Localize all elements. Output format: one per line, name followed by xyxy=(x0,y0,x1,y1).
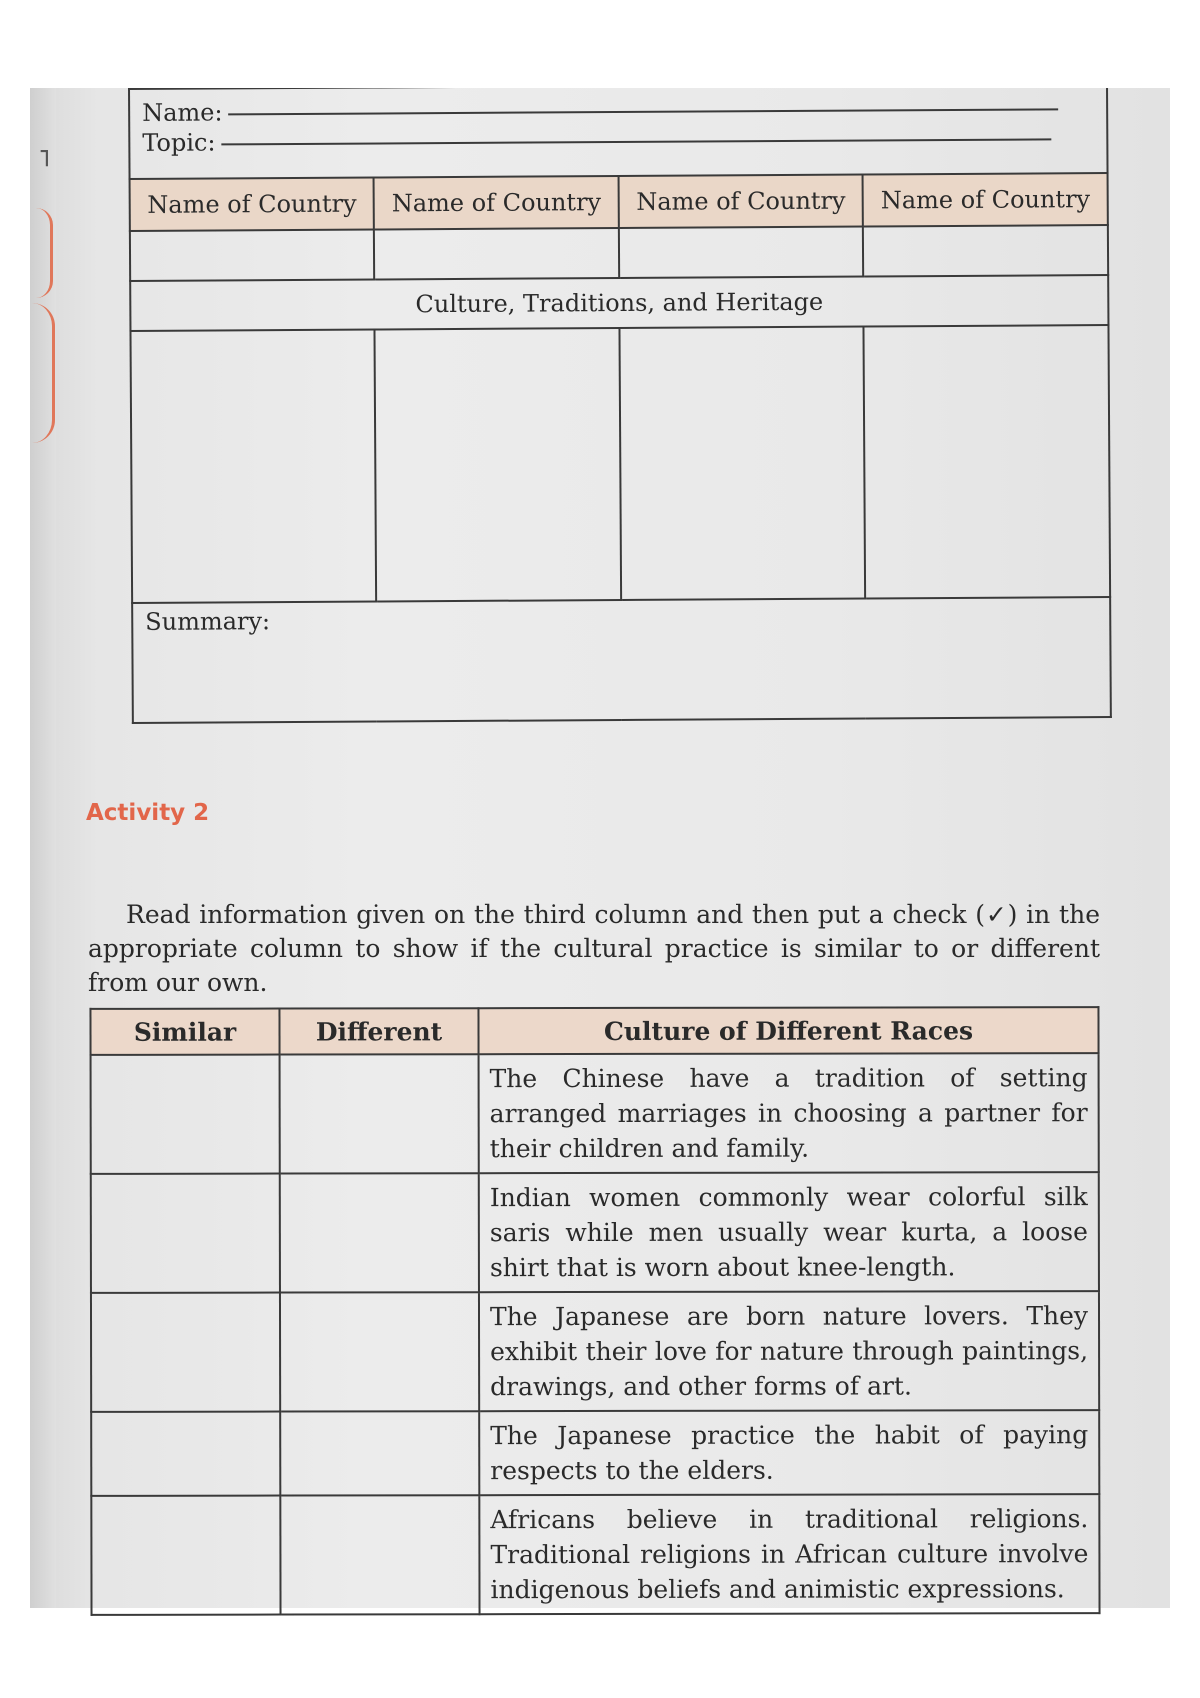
table-row xyxy=(91,1494,1099,1615)
form-table xyxy=(128,88,1112,724)
red-ribbon-mark xyxy=(32,303,55,443)
culture-races-header: Culture of Different Races xyxy=(478,1007,1098,1054)
name-topic-cell xyxy=(129,88,1108,179)
table-row xyxy=(91,1053,1099,1174)
different-check-cell[interactable] xyxy=(280,1173,479,1292)
activity-instructions: Read information given on the third column and then put a check (✓) in the appropriate column to show if the cultural practice is similar to or different from our own. xyxy=(88,900,1100,997)
country-header: Name of Country xyxy=(374,176,619,229)
country-name-cell xyxy=(130,229,375,280)
culture-detail-cell xyxy=(375,328,621,601)
culture-description: The Japanese are born nature lovers. They exhibit their love for nature through paintings, drawings, and other forms of art. xyxy=(479,1291,1099,1411)
summary-row xyxy=(132,597,1111,723)
culture-detail-cell xyxy=(619,327,865,600)
culture-header-row xyxy=(90,1007,1098,1055)
similar-check-cell[interactable] xyxy=(91,1293,280,1412)
country-name-row xyxy=(130,225,1108,281)
red-ribbon-mark xyxy=(36,208,53,298)
table-row xyxy=(91,1410,1099,1496)
different-check-cell[interactable] xyxy=(280,1495,479,1614)
topic-line xyxy=(142,122,1094,158)
culture-description: Africans believe in traditional religions. Traditional religions in African culture involve indigenous beliefs and animistic expressions. xyxy=(479,1494,1099,1614)
different-header: Different xyxy=(279,1008,478,1054)
culture-table xyxy=(89,1006,1100,1616)
culture-description: Indian women commonly wear colorful silk saris while men usually wear kurta, a loose shirt that is worn about knee-length. xyxy=(479,1172,1099,1292)
summary-cell xyxy=(132,597,1111,723)
country-header: Name of Country xyxy=(863,173,1108,226)
name-label: Name: xyxy=(142,98,223,127)
culture-details-row xyxy=(130,325,1110,603)
table-row xyxy=(91,1172,1099,1293)
binding-edge xyxy=(30,88,60,1608)
culture-detail-cell xyxy=(130,329,376,602)
country-culture-form xyxy=(128,88,1108,708)
similar-check-cell[interactable] xyxy=(91,1174,280,1293)
name-topic-row xyxy=(129,88,1108,179)
country-header: Name of Country xyxy=(619,175,864,228)
similar-header: Similar xyxy=(90,1009,279,1055)
table-row xyxy=(91,1291,1099,1412)
different-check-cell[interactable] xyxy=(280,1292,479,1411)
culture-description: The Chinese have a tradition of setting arranged marriages in choosing a partner for their children and family. xyxy=(479,1053,1099,1173)
country-name-cell xyxy=(863,225,1108,276)
culture-comparison-table xyxy=(90,1007,1100,1615)
similar-check-cell[interactable] xyxy=(91,1412,280,1496)
similar-check-cell[interactable] xyxy=(91,1055,280,1174)
culture-heading-row xyxy=(130,275,1108,331)
country-header-row xyxy=(130,173,1108,231)
similar-check-cell[interactable] xyxy=(91,1496,280,1615)
binding-mark-icon: ⌐ xyxy=(30,147,60,169)
culture-detail-cell xyxy=(864,325,1110,598)
topic-write-line xyxy=(222,138,1052,145)
country-name-cell xyxy=(374,228,619,279)
country-header: Name of Country xyxy=(130,177,375,230)
different-check-cell[interactable] xyxy=(280,1411,479,1495)
activity-title: Activity 2 xyxy=(86,800,210,826)
different-check-cell[interactable] xyxy=(280,1054,479,1173)
name-write-line xyxy=(229,108,1059,115)
culture-description: The Japanese practice the habit of paying respects to the elders. xyxy=(479,1410,1099,1495)
summary-label: Summary: xyxy=(145,607,271,636)
topic-label: Topic: xyxy=(142,128,216,157)
country-name-cell xyxy=(619,227,864,278)
culture-heading: Culture, Traditions, and Heritage xyxy=(130,275,1108,331)
